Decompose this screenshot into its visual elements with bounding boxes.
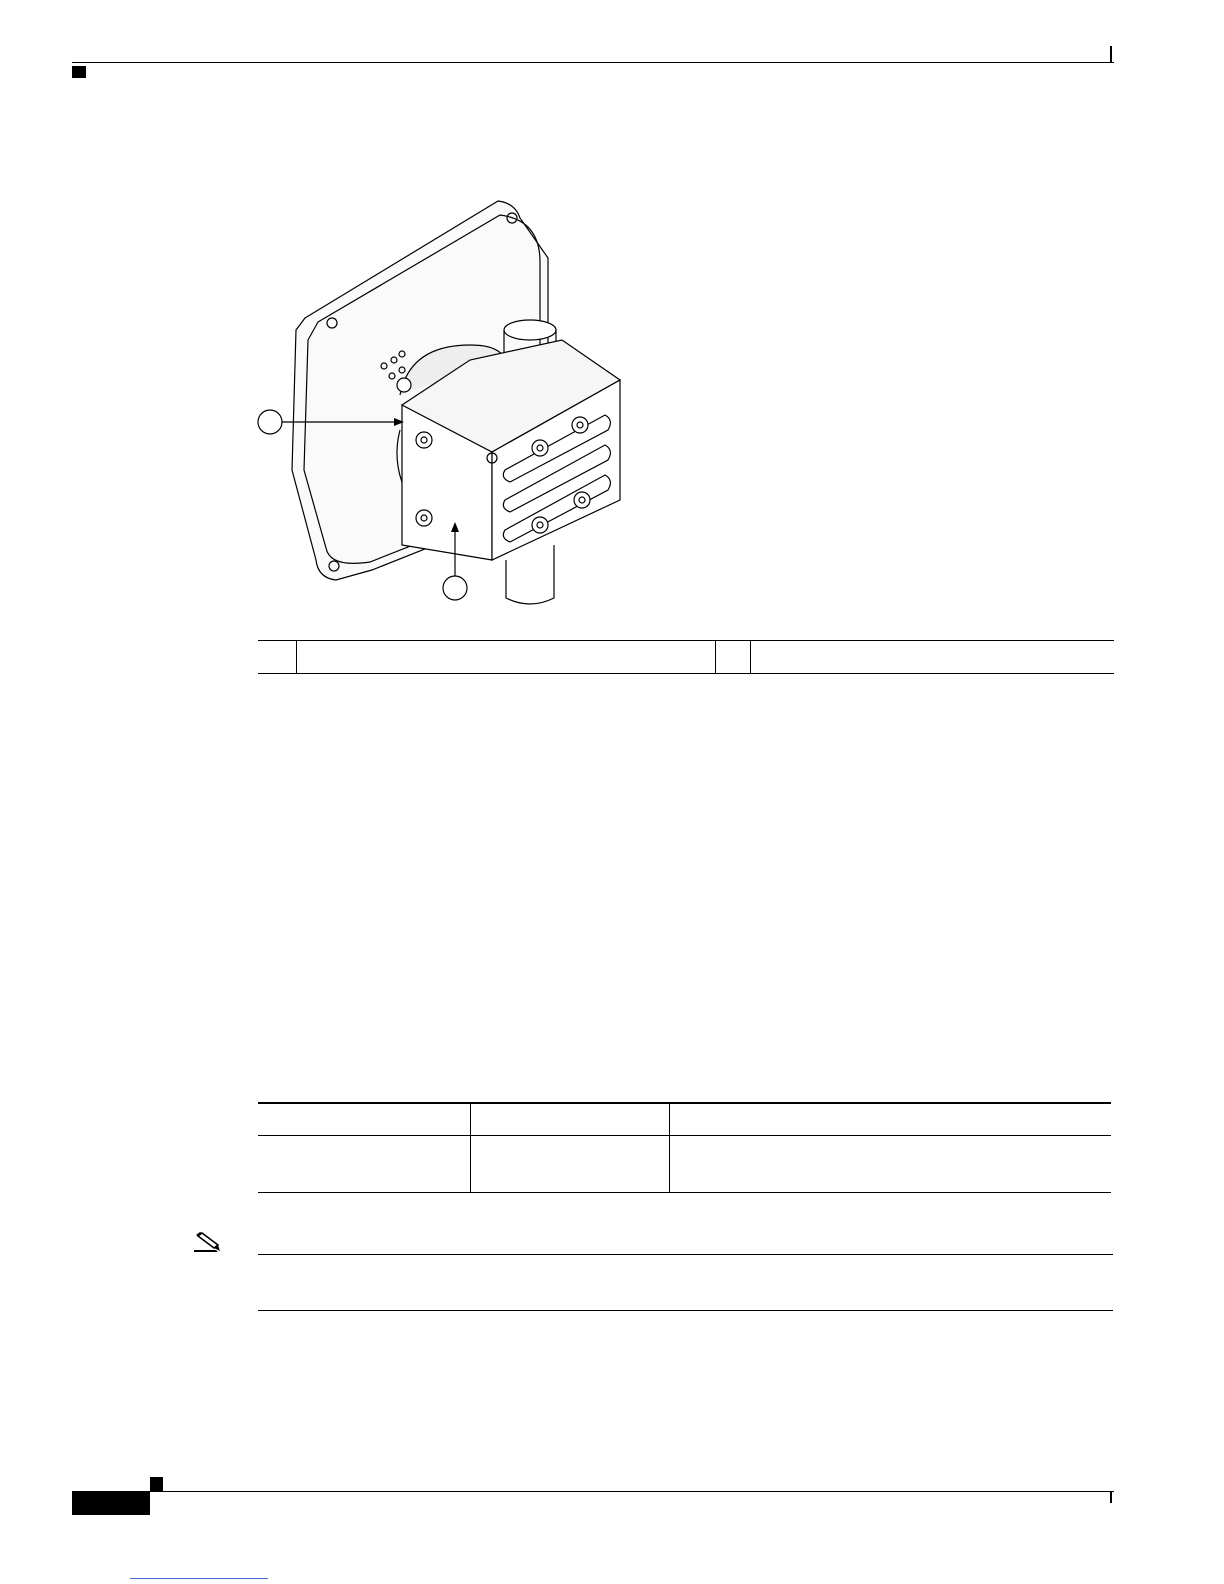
data-table-col-divider-2 (669, 1104, 670, 1192)
pencil-note-icon (190, 1230, 226, 1256)
data-table-bottom-rule (258, 1192, 1111, 1193)
note-bottom-rule (258, 1310, 1113, 1311)
callout-table-divider-2 (715, 640, 716, 673)
header-end-tick (1110, 46, 1112, 63)
callout-table-divider-1 (296, 640, 297, 673)
callout-table-divider-3 (750, 640, 751, 673)
header-rule (72, 62, 1114, 63)
footer-end-tick (1110, 1491, 1112, 1503)
antenna-illustration (250, 195, 650, 615)
data-table-header-rule (258, 1135, 1111, 1136)
header-marker (72, 66, 86, 78)
footer-rule (72, 1491, 1114, 1492)
note-top-rule (258, 1254, 1113, 1255)
footer-link-underline[interactable] (130, 1578, 268, 1579)
data-table-top-rule (258, 1102, 1111, 1104)
callout-circle-2 (443, 576, 467, 600)
footer-marker (150, 1477, 163, 1491)
callout-table-top-rule (258, 640, 1114, 641)
callout-table-bottom-rule (258, 673, 1114, 674)
footer-page-tab (72, 1491, 150, 1515)
callout-circle-1 (258, 410, 282, 434)
antenna-mount-figure (250, 195, 650, 615)
data-table-col-divider-1 (470, 1104, 471, 1192)
